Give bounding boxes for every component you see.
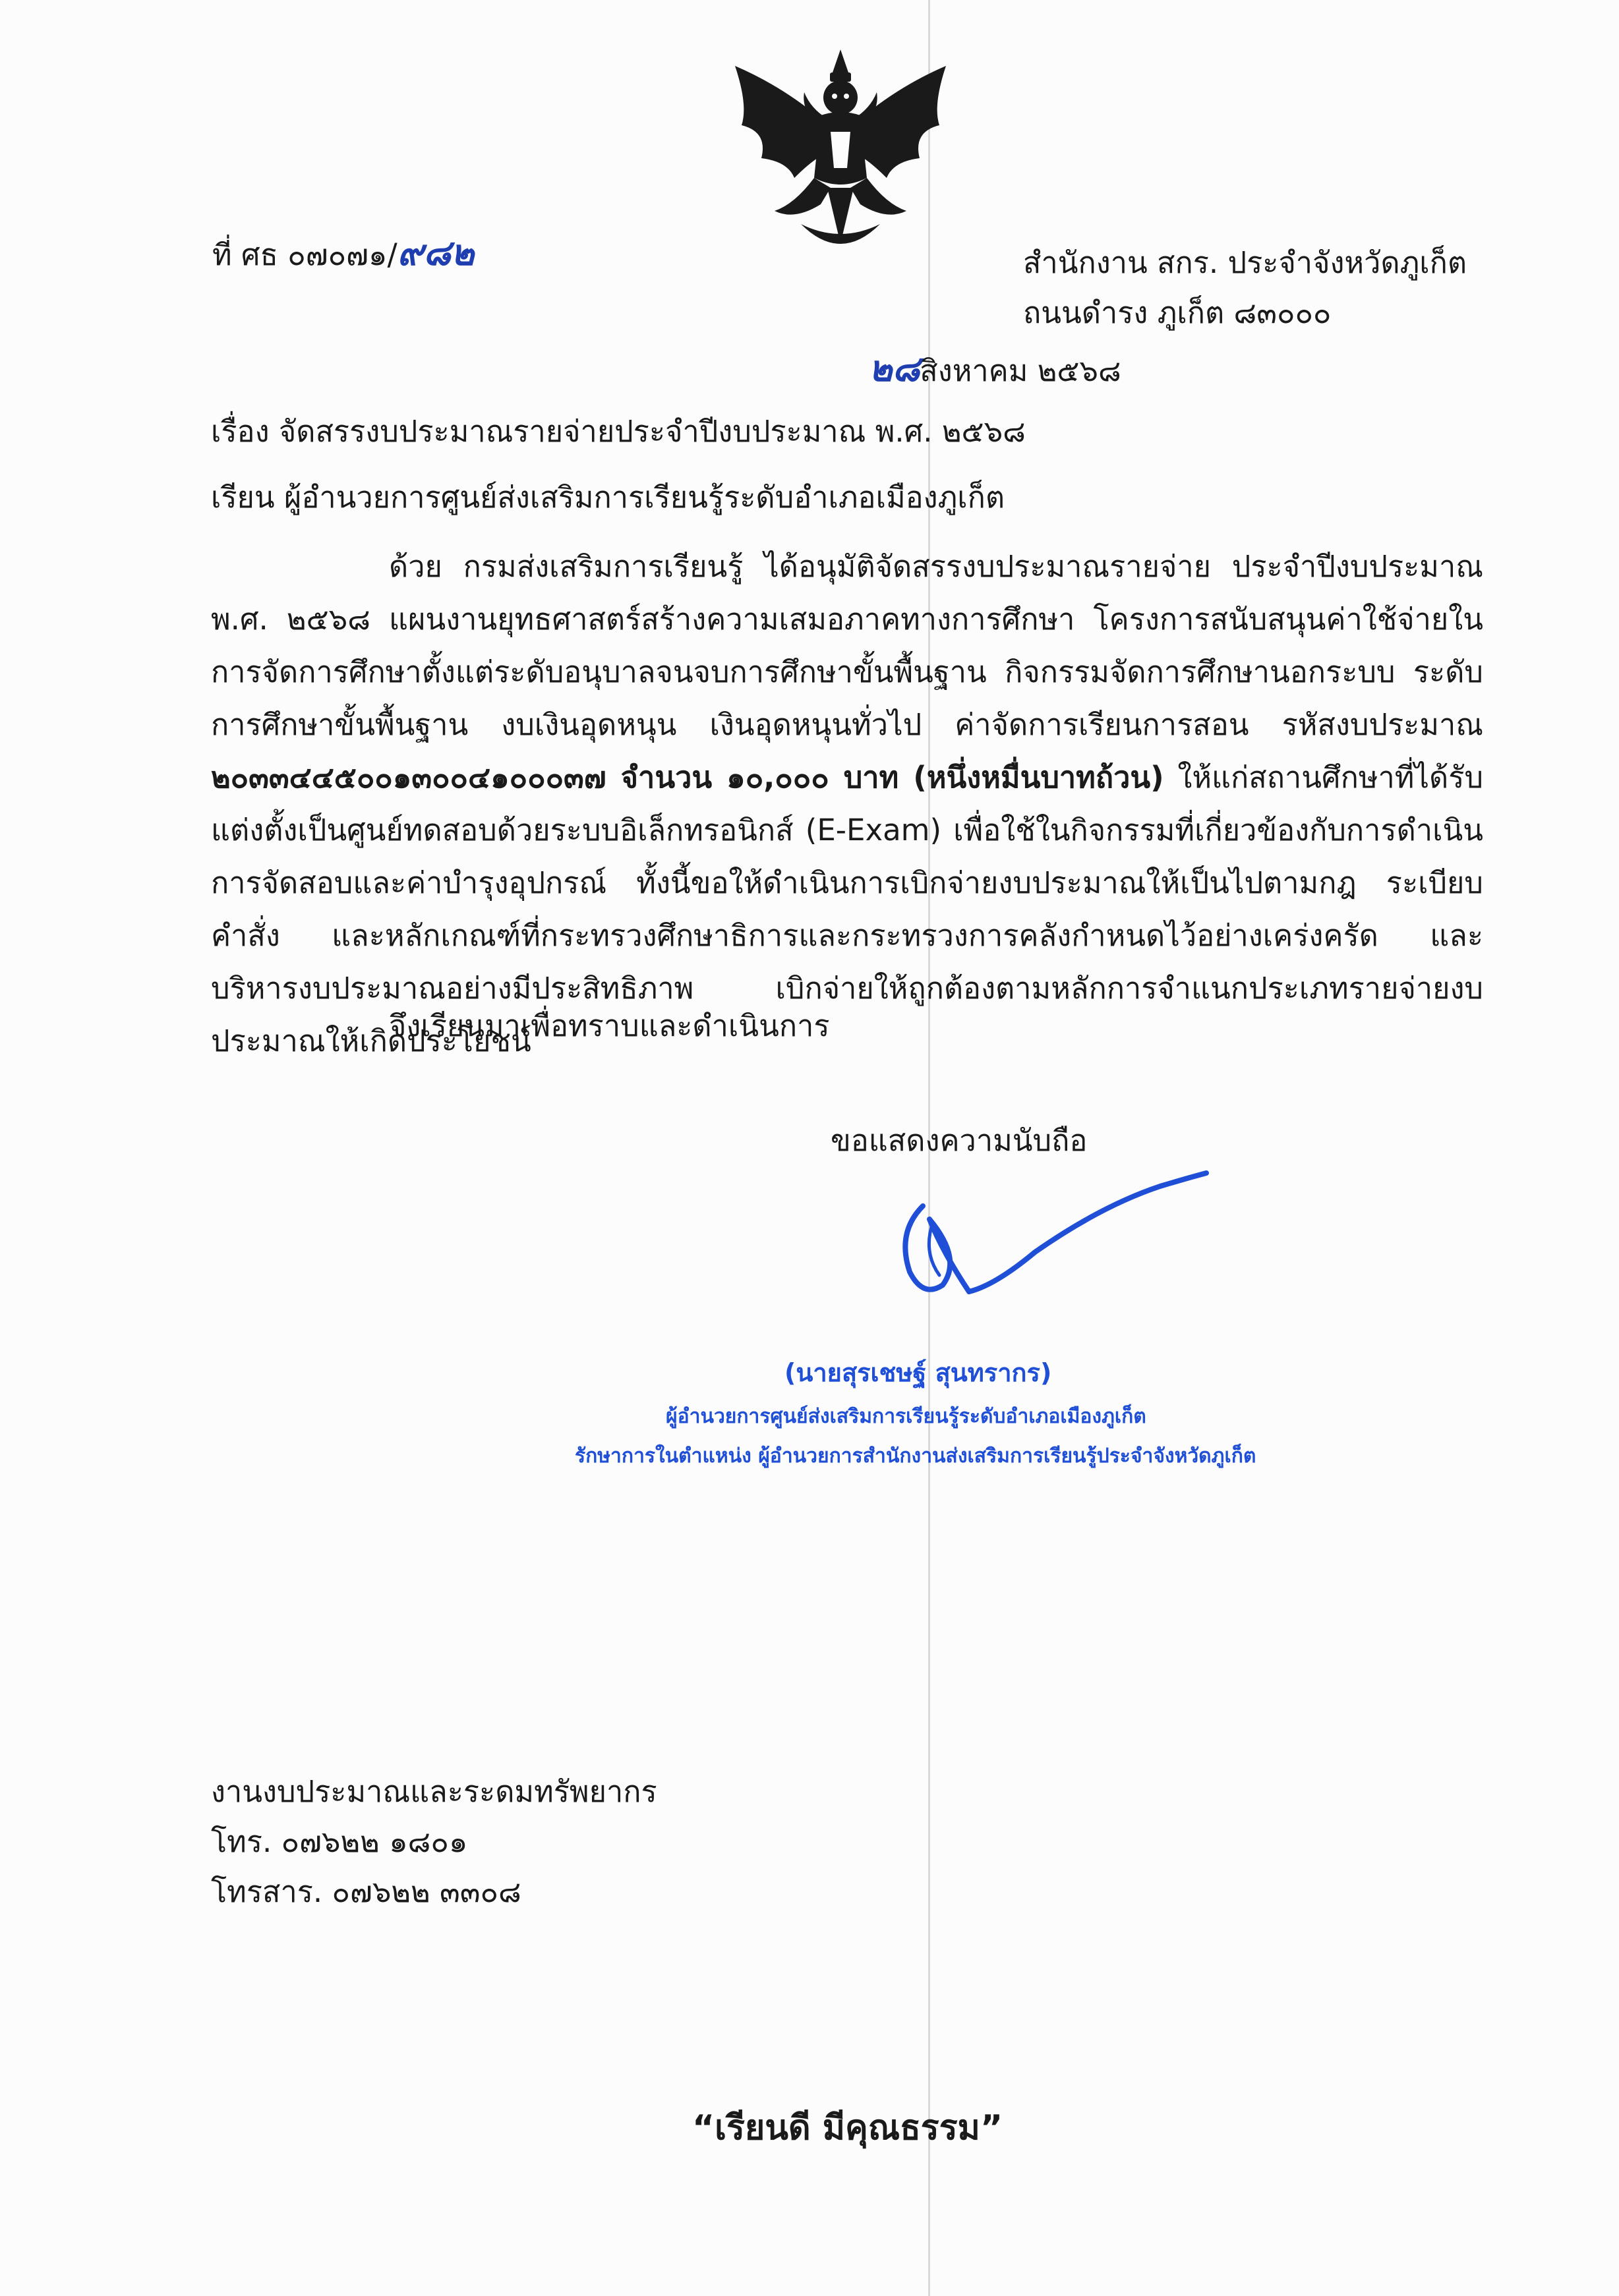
handwritten-signature [883, 1160, 1279, 1325]
letter-date [869, 348, 1121, 391]
reference-handwritten: ๙๘๒ [397, 232, 475, 273]
footer-fax: โทรสาร. ๐๗๖๒๒ ๓๓๐๘ [211, 1874, 521, 1909]
footer-motto: “เรียนดี มีคุณธรรม” [692, 2108, 1003, 2148]
letter-body [211, 540, 1483, 1068]
letter-subject: เรื่อง จัดสรรงบประมาณรายจ่ายประจำปีงบประมาณ พ.ศ. ๒๕๖๘ [211, 414, 1026, 449]
date-month-year: สิงหาคม ๒๕๖๘ [920, 353, 1121, 388]
letter-recipient: เรียน ผู้อำนวยการศูนย์ส่งเสริมการเรียนรู้ระดับอำเภอเมืองภูเก็ต [211, 480, 1005, 515]
footer-department: งานงบประมาณและระดมทรัพยากร [211, 1774, 657, 1809]
body-text-part1: ด้วย กรมส่งเสริมการเรียนรู้ ได้อนุมัติจัดสรรงบประมาณรายจ่าย ประจำปีงบประมาณ พ.ศ. ๒๕๖๘ แผนงานยุทธศาสตร์สร้างความเสมอภาคทางการศึกษา โครงการสนับสนุนค่าใช้จ่ายในการจัดการศึกษาตั้งแต่ระดับอนุบาลจนจบการศึกษาขั้นพื้นฐาน กิจกรรมจัดการศึกษานอกระบบ ระดับการศึกษาขั้นพื้นฐาน งบเงินอุดหนุน เงินอุดหนุนทั่วไป ค่าจัดการเรียนการสอน รหัสงบประมาณ [211, 549, 1483, 742]
garuda-emblem-icon [722, 46, 959, 264]
closing-regards: ขอแสดงความนับถือ [831, 1123, 1088, 1158]
signatory-position: ผู้อำนวยการศูนย์ส่งเสริมการเรียนรู้ระดับอำเภอเมืองภูเก็ต [666, 1405, 1146, 1428]
closing-request: จึงเรียนมาเพื่อทราบและดำเนินการ [389, 1008, 830, 1043]
body-text-part2: ให้แก่สถานศึกษาที่ได้รับแต่งตั้งเป็นศูนย์ทดสอบด้วยระบบอิเล็กทรอนิกส์ (E-Exam) เพื่อใช้ในกิจกรรมที่เกี่ยวข้องกับการดำเนินการจัดสอบและค่าบำรุงอุปกรณ์ ทั้งนี้ขอให้ดำเนินการเบิกจ่ายงบประมาณให้เป็นไปตามกฎ ระเบียบ คำสั่ง และหลักเกณฑ์ที่กระทรวงศึกษาธิการและกระทรวงการคลังกำหนดไว้อย่างเคร่งครัด และบริหารงบประมาณอย่างมีประสิทธิภาพ เบิกจ่ายให้ถูกต้องตามหลักการจำแนกประเภทรายจ่ายงบประมาณให้เกิดประโยชน์ [211, 760, 1484, 1058]
office-name: สำนักงาน สกร. ประจำจังหวัดภูเก็ต [1023, 245, 1467, 280]
reference-number [212, 232, 474, 275]
office-address: ถนนดำรง ภูเก็ต ๘๓๐๐๐ [1023, 295, 1332, 330]
footer-phone: โทร. ๐๗๖๒๒ ๑๘๐๑ [211, 1824, 468, 1859]
date-day-handwritten: ๒๘ [869, 348, 920, 389]
body-budget-code-amount: ๒๐๓๓๔๔๕๐๐๑๓๐๐๔๑๐๐๐๓๗ จำนวน ๑๐,๐๐๐ บาท (หนึ่งหมื่นบาทถ้วน) [211, 760, 1164, 795]
reference-prefix: ที่ ศธ ๐๗๐๗๑/ [212, 237, 397, 272]
signatory-name: (นายสุรเชษฐ์ สุนทรากร) [784, 1358, 1052, 1387]
signatory-acting-position: รักษาการในตำแหน่ง ผู้อำนวยการสำนักงานส่งเสริมการเรียนรู้ประจำจังหวัดภูเก็ต [575, 1445, 1256, 1468]
